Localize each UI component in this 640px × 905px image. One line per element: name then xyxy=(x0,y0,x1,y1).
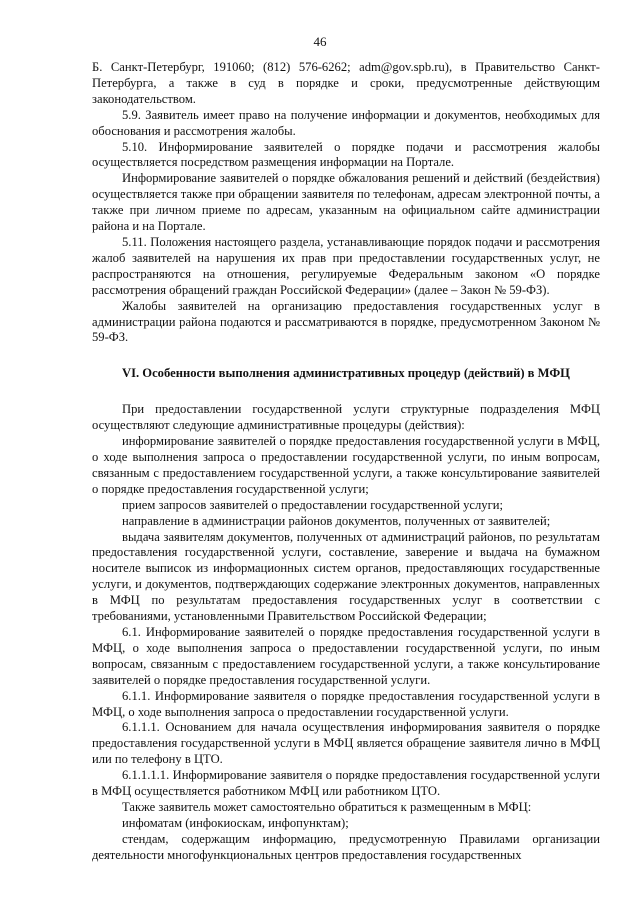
paragraph: 5.11. Положения настоящего раздела, устанавливающие порядок подачи и рассмотрения жалоб заявителей на нарушения их прав при предоставлении государственных услуг, не распространяются на отношения, регулируемые Федеральным законом «О порядке рассмотрения обращений граждан Российской Федерации» (далее – Закон № 59-ФЗ). xyxy=(92,234,600,297)
paragraph: инфоматам (инфокиоскам, инфопунктам); xyxy=(122,815,349,830)
section-heading: VI. Особенности выполнения административных процедур (действий) в МФЦ xyxy=(122,366,570,381)
paragraph: 5.9. Заявитель имеет право на получение информации и документов, необходимых для обоснования и рассмотрения жалобы. xyxy=(92,107,600,138)
paragraph: 6.1.1. Информирование заявителя о порядке предоставления государственной услуги в МФЦ, о ходе выполнения запроса о предоставлении государственной услуги. xyxy=(92,688,600,719)
paragraph: выдача заявителям документов, полученных от администраций районов, по результатам предоставления государственной услуги, составление, заверение и выдача на бумажном носителе выписок из информационных систем органов, предоставляющих государственные услуги, и документов, подтверждающих содержание электронных документов, направленных в МФЦ по результатам предоставления государственных услуг в соответствии с требованиями, установленными Правительством Российской Федерации; xyxy=(92,529,600,624)
paragraph: Информирование заявителей о порядке обжалования решений и действий (бездействия) осуществляется также при обращении заявителя по телефонам, адресам электронной почты, а также при личном приеме по адресам, указанным на официальном сайте администрации района и на Портале. xyxy=(92,171,600,234)
paragraph: Б. Санкт-Петербург, 191060; (812) 576-6262; adm@gov.spb.ru), в Правительство Санкт-Петербурга, а также в суд в порядке и сроки, предусмотренные действующим законодательством. xyxy=(92,60,600,106)
paragraph: При предоставлении государственной услуги структурные подразделения МФЦ осуществляют следующие административные процедуры (действия): xyxy=(92,402,600,433)
paragraph: прием запросов заявителей о предоставлении государственной услуги; xyxy=(122,497,503,512)
paragraph: направление в администрации районов документов, полученных от заявителей; xyxy=(122,513,551,528)
paragraph: 6.1. Информирование заявителей о порядке предоставления государственной услуги в МФЦ, о ходе выполнения запроса о предоставлении государственной услуги, по иным вопросам, связанным с предоставлением государственной услуги, а также консультирование заявителей о порядке предоставления государственной услуги. xyxy=(92,625,600,687)
paragraph: Также заявитель может самостоятельно обратиться к размещенным в МФЦ: xyxy=(122,799,532,814)
paragraph: Жалобы заявителей на организацию предоставления государственных услуг в администрации района подаются и рассматриваются в порядке, предусмотренном Законом № 59-ФЗ. xyxy=(92,298,600,345)
paragraph: 6.1.1.1. Основанием для начала осуществления информирования заявителя о порядке предоставления государственной услуги в МФЦ является обращение заявителя лично в МФЦ или по телефону в ЦТО. xyxy=(92,720,600,767)
paragraph: информирование заявителей о порядке предоставления государственной услуги в МФЦ, о ходе выполнения запроса о предоставлении государственной услуги, по иным вопросам, связанным с предоставлением государственной услуги, а также консультирование заявителей о порядке предоставления государственной услуги; xyxy=(92,434,600,496)
paragraph: 5.10. Информирование заявителей о порядке подачи и рассмотрения жалобы осуществляется посредством размещения информации на Портале. xyxy=(92,139,600,170)
paragraph: 6.1.1.1.1. Информирование заявителя о порядке предоставления государственной услуги в МФЦ осуществляется работником МФЦ или работником ЦТО. xyxy=(92,768,600,799)
paragraph: стендам, содержащим информацию, предусмотренную Правилами организации деятельности многофункциональных центров предоставления государственных xyxy=(92,831,600,862)
page-number: 46 xyxy=(313,34,327,49)
document-body xyxy=(92,60,600,864)
